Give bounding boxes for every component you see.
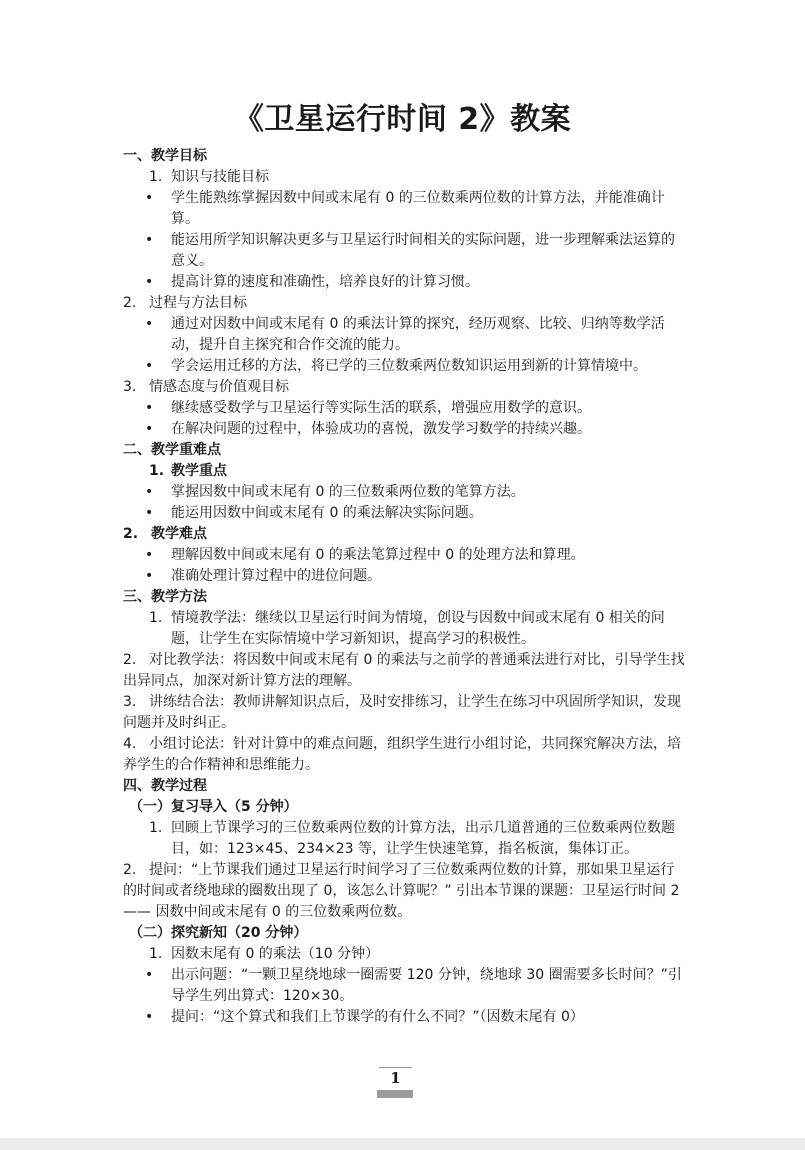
list-item <box>123 272 688 293</box>
bullet-icon: • <box>145 232 154 248</box>
list-number: 1. <box>149 946 163 962</box>
subsection-label: 教学难点 <box>151 526 207 542</box>
method-text: 小组讨论法：针对计算中的难点问题，组织学生进行小组讨论，共同探究解决方法，培养学生的合作精神和思维能力。 <box>123 736 681 773</box>
subsection-label: 教学重点 <box>171 463 227 479</box>
subsection-difficulty <box>123 524 688 545</box>
list-item <box>123 314 688 356</box>
method-item <box>123 608 688 650</box>
bullet-icon: • <box>145 190 154 206</box>
list-item <box>123 398 688 419</box>
subsection-process <box>123 293 688 314</box>
list-item <box>123 965 688 1007</box>
subsection-attitude <box>123 377 688 398</box>
subsection-key-point <box>123 461 688 482</box>
bullet-icon: • <box>145 568 154 584</box>
bullet-text: 在解决问题的过程中，体验成功的喜悦，激发学习数学的持续兴趣。 <box>171 421 591 437</box>
bullet-icon: • <box>145 967 154 983</box>
list-number: 2. <box>123 862 137 878</box>
section-heading-objectives: 一、教学目标 <box>123 148 207 164</box>
page-number: 1 <box>390 1069 401 1087</box>
document-title: 《卫星运行时间 2》教案 <box>233 102 572 137</box>
bullet-icon: • <box>145 484 154 500</box>
bullet-text: 提高计算的速度和准确性，培养良好的计算习惯。 <box>171 274 479 290</box>
bullet-text: 能运用因数中间或末尾有 0 的乘法解决实际问题。 <box>171 505 483 521</box>
list-number: 3. <box>123 694 137 710</box>
bullet-text: 出示问题：“一颗卫星绕地球一圈需要 120 分钟，绕地球 30 圈需要多长时间？”引导学生列出算式：120×30。 <box>171 967 682 1004</box>
method-item <box>123 650 688 692</box>
list-number: 3. <box>123 379 137 395</box>
method-text: 讲练结合法：教师讲解知识点后，及时安排练习，让学生在练习中巩固所学知识，发现问题并及时纠正。 <box>123 694 681 731</box>
bullet-icon: • <box>145 316 154 332</box>
list-number: 1. <box>149 169 163 185</box>
list-item <box>123 230 688 272</box>
list-number: 1. <box>149 820 163 836</box>
bullet-icon: • <box>145 547 154 563</box>
part-heading-explore: （二）探究新知（20 分钟） <box>129 925 308 941</box>
document-body <box>123 146 688 1028</box>
list-item <box>123 566 688 587</box>
bullet-text: 掌握因数中间或末尾有 0 的三位数乘两位数的笔算方法。 <box>171 484 525 500</box>
subsection-label: 过程与方法目标 <box>149 295 247 311</box>
bullet-icon: • <box>145 274 154 290</box>
bullet-text: 继续感受数学与卫星运行等实际生活的联系，增强应用数学的意识。 <box>171 400 591 416</box>
section-heading-methods: 三、教学方法 <box>123 589 207 605</box>
subsection-knowledge <box>123 167 688 188</box>
bullet-icon: • <box>145 421 154 437</box>
bullet-icon: • <box>145 505 154 521</box>
bullet-text: 通过对因数中间或末尾有 0 的乘法计算的探究，经历观察、比较、归纳等数学活动，提升自主探究和合作交流的能力。 <box>171 316 665 353</box>
list-number: 1. <box>149 610 163 626</box>
method-item <box>123 734 688 776</box>
method-text: 情境教学法：继续以卫星运行时间为情境，创设与因数中间或末尾有 0 相关的问题，让学生在实际情境中学习新知识，提高学习的积极性。 <box>171 610 665 647</box>
page-gutter <box>0 1138 805 1150</box>
process-text: 回顾上节课学习的三位数乘两位数的计算方法，出示几道普通的三位数乘两位数题目，如：123×45、234×23 等，让学生快速笔算，指名板演，集体订正。 <box>171 820 675 857</box>
part-heading-review: （一）复习导入（5 分钟） <box>129 799 298 815</box>
section-heading-key-points: 二、教学重难点 <box>123 442 221 458</box>
bullet-icon: • <box>145 400 154 416</box>
bullet-icon: • <box>145 358 154 374</box>
process-item <box>123 818 688 860</box>
bullet-text: 能运用所学知识解决更多与卫星运行时间相关的实际问题，进一步理解乘法运算的意义。 <box>171 232 675 269</box>
process-text: 因数末尾有 0 的乘法（10 分钟） <box>171 946 380 962</box>
bullet-text: 学会运用迁移的方法，将已学的三位数乘两位数知识运用到新的计算情境中。 <box>171 358 647 374</box>
bullet-text: 理解因数中间或末尾有 0 的乘法笔算过程中 0 的处理方法和算理。 <box>171 547 585 563</box>
list-number: 2. <box>123 526 139 542</box>
subsection-label: 知识与技能目标 <box>171 169 269 185</box>
list-item <box>123 482 688 503</box>
process-item <box>123 860 688 923</box>
bullet-icon: • <box>145 1009 154 1025</box>
list-number: 1. <box>149 463 165 479</box>
subsection-label: 情感态度与价值观目标 <box>149 379 289 395</box>
list-item <box>123 1007 688 1028</box>
bullet-text: 准确处理计算过程中的进位问题。 <box>171 568 381 584</box>
process-item <box>123 944 688 965</box>
bullet-text: 提问：“这个算式和我们上节课学的有什么不同？”（因数末尾有 0） <box>171 1009 584 1025</box>
list-item <box>123 188 688 230</box>
list-number: 2. <box>123 652 137 668</box>
method-item <box>123 692 688 734</box>
process-text: 提问：“上节课我们通过卫星运行时间学习了三位数乘两位数的计算，那如果卫星运行的时间或者绕地球的圈数出现了 0，该怎么计算呢？” 引出本节课的课题：卫星运行时间 2—— 因数中间或末尾有 0 的三位数乘两位数。 <box>123 862 680 920</box>
list-item <box>123 419 688 440</box>
section-heading-process: 四、教学过程 <box>123 778 207 794</box>
method-text: 对比教学法：将因数中间或末尾有 0 的乘法与之前学的普通乘法进行对比，引导学生找出异同点，加深对新计算方法的理解。 <box>123 652 685 689</box>
list-item <box>123 545 688 566</box>
bullet-text: 学生能熟练掌握因数中间或末尾有 0 的三位数乘两位数的计算方法，并能准确计算。 <box>171 190 665 227</box>
list-item <box>123 503 688 524</box>
list-number: 2. <box>123 295 137 311</box>
page-number-bar <box>377 1090 413 1098</box>
list-number: 4. <box>123 736 137 752</box>
list-item <box>123 356 688 377</box>
